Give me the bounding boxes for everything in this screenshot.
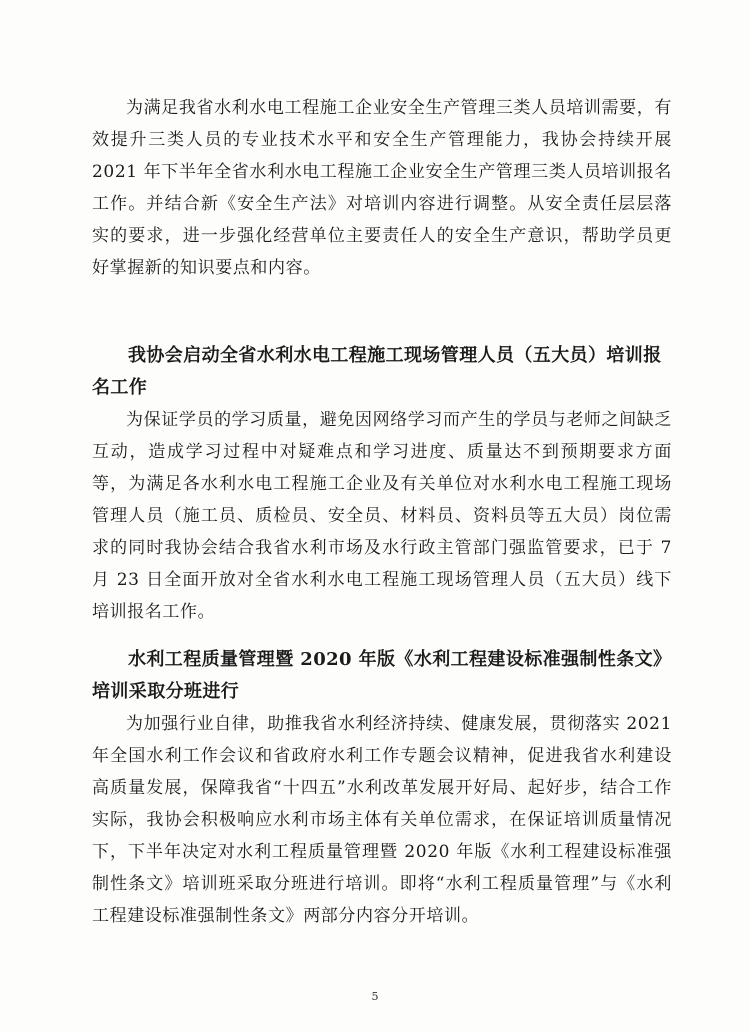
paragraph-quality-management-training: 为加强行业自律，助推我省水利经济持续、健康发展，贯彻落实 2021 年全国水利工作会议和省政府水利工作专题会议精神，促进我省水利建设高质量发展，保障我省“十四五”水利改革发展开好局、起好步，结合工作实际，我协会积极响应水利市场主体有关单位需求，在保证培训质量情况下，下半年决定对水利工程质量管理暨 2020 年版《水利工程建设标准强制性条文》培训班采取分班进行培训。即将“水利工程质量管理”与《水利工程建设标准强制性条文》两部分内容分开培训。 [92, 714, 672, 926]
paragraph-five-staff-training: 为保证学员的学习质量，避免因网络学习而产生的学员与老师之间缺乏互动，造成学习过程中对疑难点和学习进度、质量达不到预期要求方面等，为满足各水利水电工程施工企业及有关单位对水利水电工程施工现场管理人员（施工员、质检员、安全员、材料员、资料员等五大员）岗位需求的同时我协会结合我省水利市场及水行政主管部门强监管要求，已于 7 月 23 日全面开放对全省水利水电工程施工现场管理人员（五大员）线下培训报名工作。 [92, 410, 672, 622]
paragraph-three-types-training: 为满足我省水利水电工程施工企业安全生产管理三类人员培训需要，有效提升三类人员的专业技术水平和安全生产管理能力，我协会持续开展 2021 年下半年全省水利水电工程施工企业安全生产管理三类人员培训报名工作。并结合新《安全生产法》对培训内容进行调整。从安全责任层层落实的要求，进一步强化经营单位主要责任人的安全生产意识，帮助学员更好掌握新的知识要点和内容。 [92, 98, 672, 278]
heading-five-staff-training: 我协会启动全省水利水电工程施工现场管理人员（五大员）培训报名工作 [92, 345, 662, 398]
heading-quality-management-training: 水利工程质量管理暨 2020 年版《水利工程建设标准强制性条文》培训采取分班进行 [92, 649, 672, 702]
page-number: 5 [371, 990, 379, 1003]
